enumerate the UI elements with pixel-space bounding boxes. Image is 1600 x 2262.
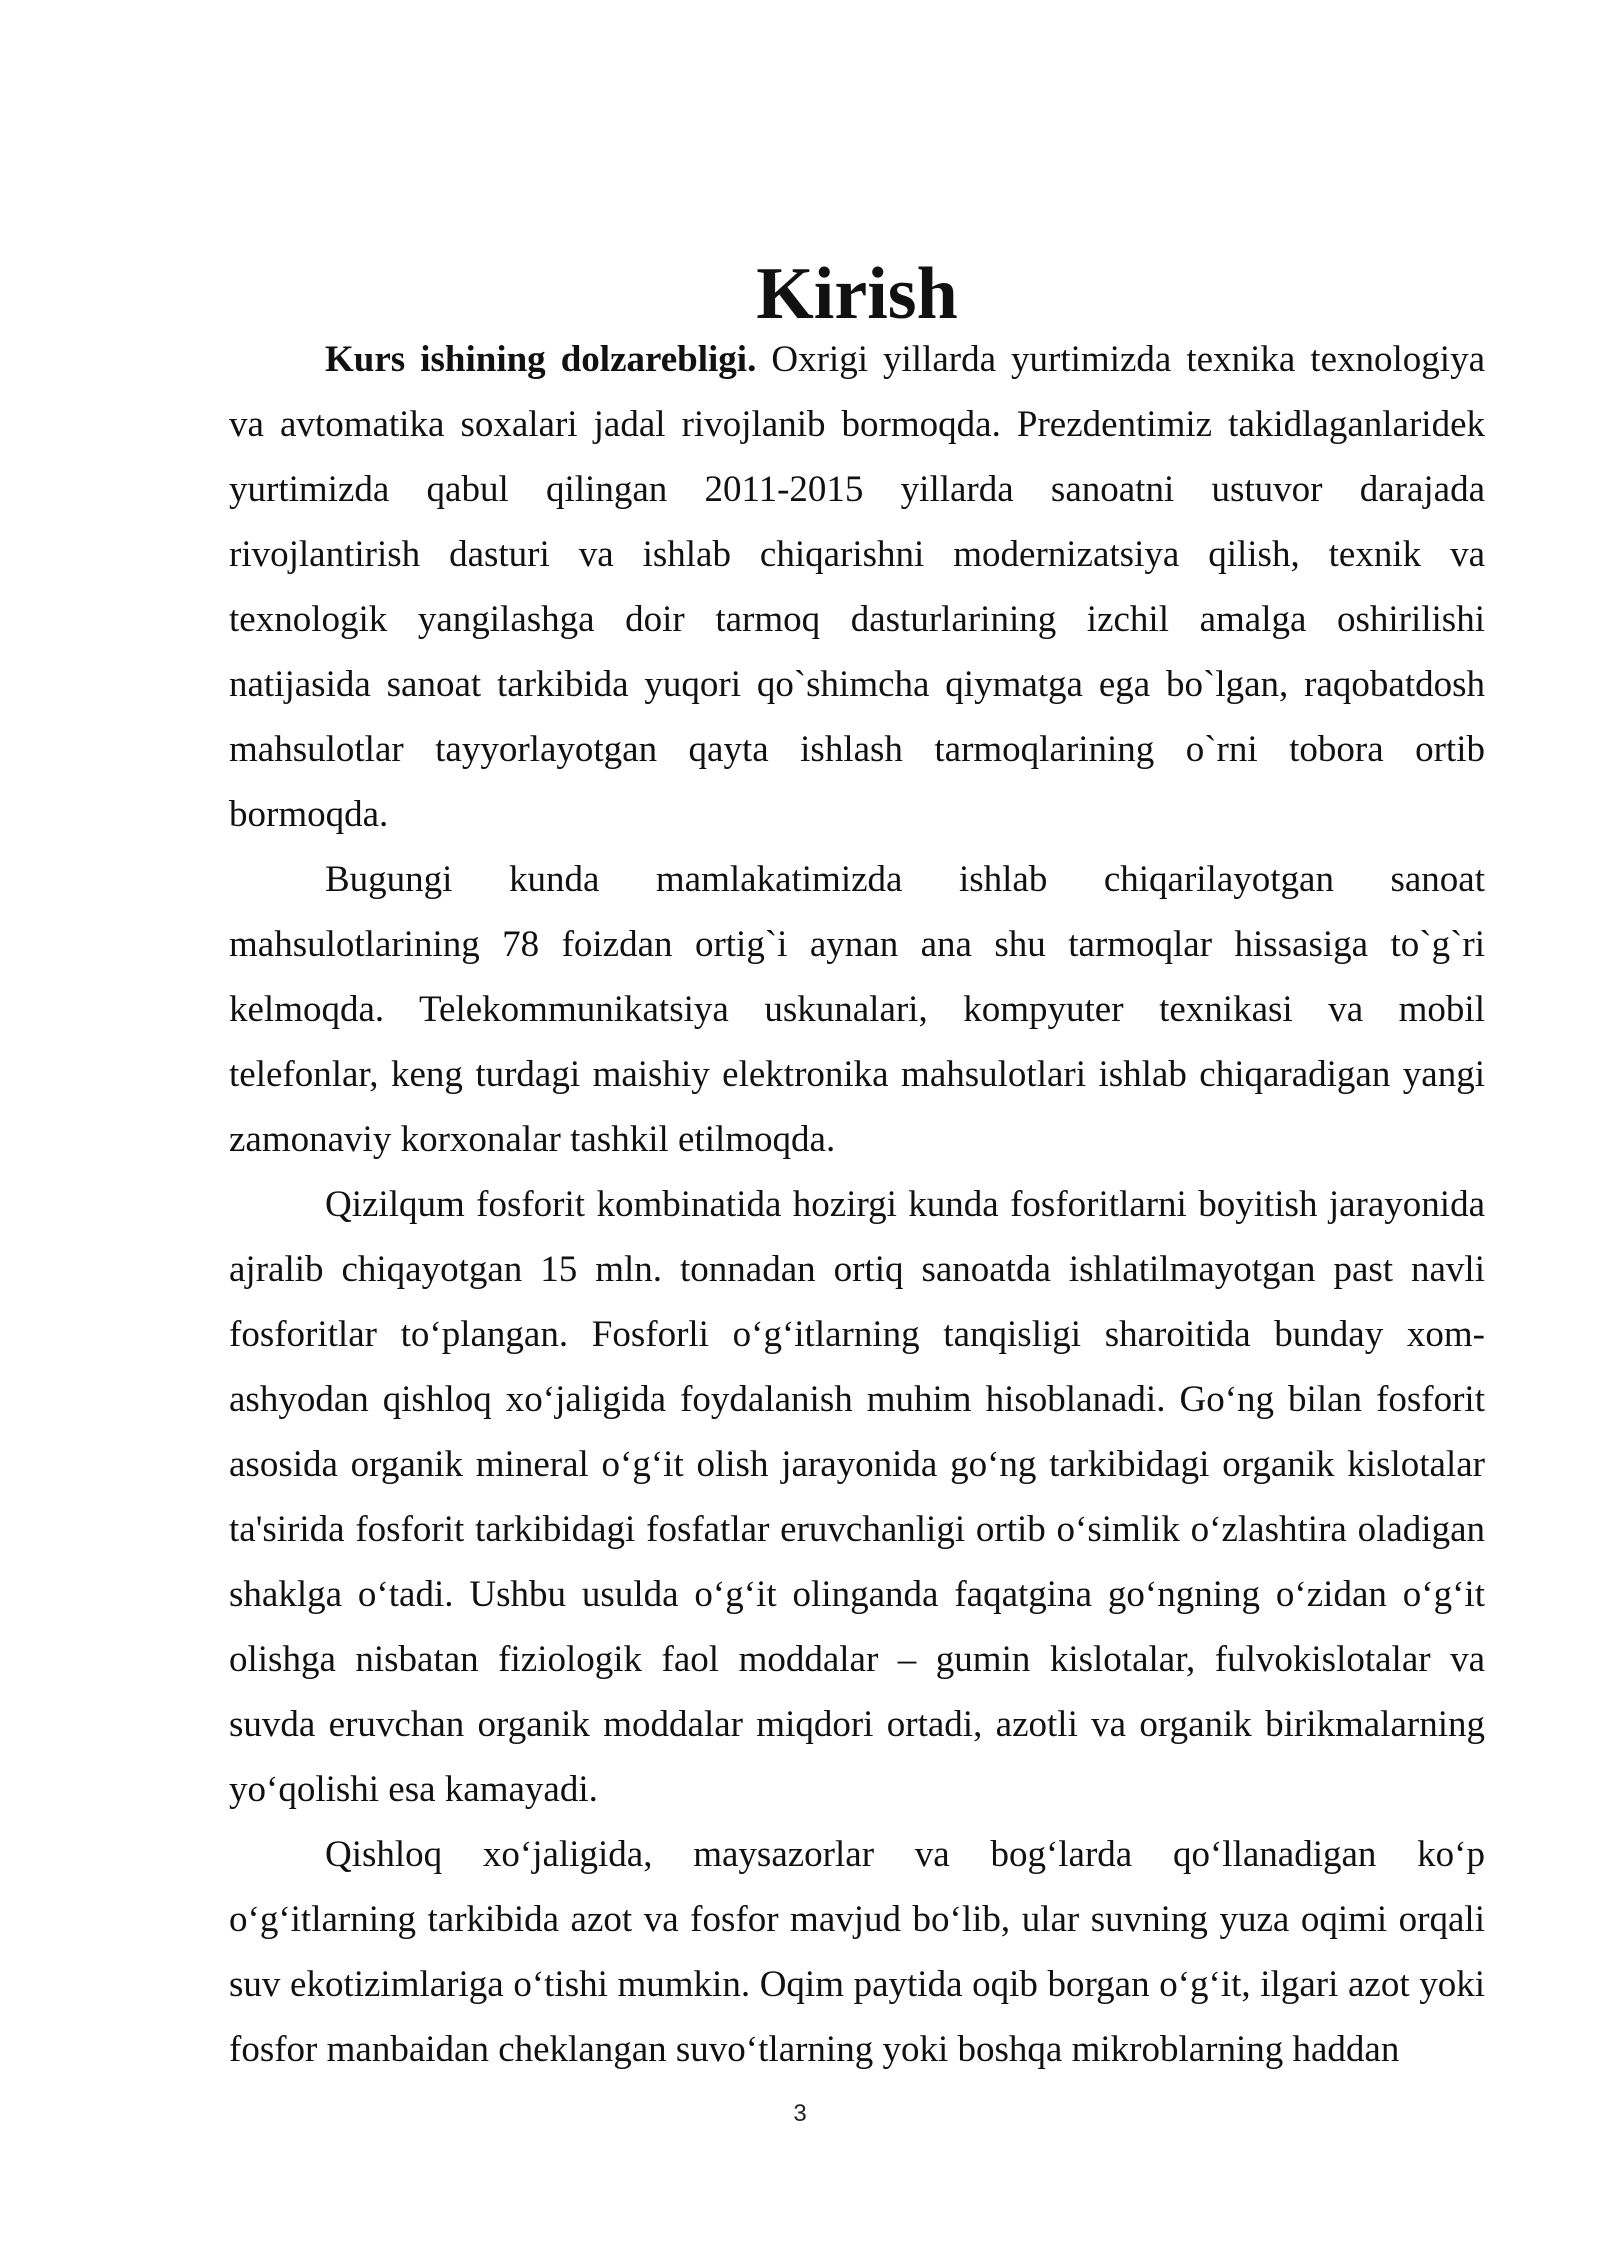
paragraph-text: Oxrigi yillarda yurtimizda texnika texnologiya va avtomatika soxalari jadal rivojlanib bormoqda. Prezdentimiz takidlaganlaridek yurtimizda qabul qilingan 2011-2015 yillarda sanoatni ustuvor darajada rivojlantirish dasturi va ishlab chiqarishni modernizatsiya qilish, texnik va texnologik yangilashga doir tarmoq dasturlarining izchil amalga oshirilishi natijasida sanoat tarkibida yuqori qo`shimcha qiymatga ega bo`lgan, raqobatdosh mahsulotlar tayyorlayotgan qayta ishlash tarmoqlarining o`rni tobora ortib bormoqda.: [229, 339, 1485, 835]
paragraph-2: Bugungi kunda mamlakatimizda ishlab chiqarilayotgan sanoat mahsulotlarining 78 foizdan ortig`i aynan ana shu tarmoqlar hissasiga to`g`ri kelmoqda. Telekommunikatsiya uskunalari, kompyuter texnikasi va mobil telefonlar, keng turdagi maishiy elektronika mahsulotlari ishlab chiqaradigan yangi zamonaviy korxonalar tashkil etilmoqda.: [229, 859, 1485, 1160]
paragraph-4: Qishloq xo‘jaligida, maysazorlar va bog‘larda qo‘llanadigan ko‘p o‘g‘itlarning tarkibida azot va fosfor mavjud bo‘lib, ular suvning yuza oqimi orqali suv ekotizimlariga o‘tishi mumkin. Oqim paytida oqib borgan o‘g‘it, ilgari azot yoki fosfor manbaidan cheklangan suvo‘tlarning yoki boshqa mikroblarning haddan: [229, 1834, 1485, 2070]
page-body: [229, 253, 1485, 2082]
paragraph-1: [229, 327, 1485, 847]
page-number: 3: [793, 2100, 807, 2127]
section-heading: Kirish: [756, 253, 958, 335]
paragraph-lead: Kurs ishining dolzarebligi.: [325, 339, 757, 380]
paragraph-3: Qizilqum fosforit kombinatida hozirgi kunda fosforitlarni boyitish jarayonida ajralib chiqayotgan 15 mln. tonnadan ortiq sanoatda ishlatilmayotgan past navli fosforitlar to‘plangan. Fosforli o‘g‘itlarning tanqisligi sharoitida bunday xom-ashyodan qishloq xo‘jaligida foydalanish muhim hisoblanadi. Go‘ng bilan fosforit asosida organik mineral o‘g‘it olish jarayonida go‘ng tarkibidagi organik kislotalar ta'sirida fosforit tarkibidagi fosfatlar eruvchanligi ortib o‘simlik o‘zlashtira oladigan shaklga o‘tadi. Ushbu usulda o‘g‘it olinganda faqatgina go‘ngning o‘zidan o‘g‘it olishga nisbatan fiziologik faol moddalar – gumin kislotalar, fulvokislotalar va suvda eruvchan organik moddalar miqdori ortadi, azotli va organik birikmalarning yo‘qolishi esa kamayadi.: [229, 1184, 1485, 1810]
